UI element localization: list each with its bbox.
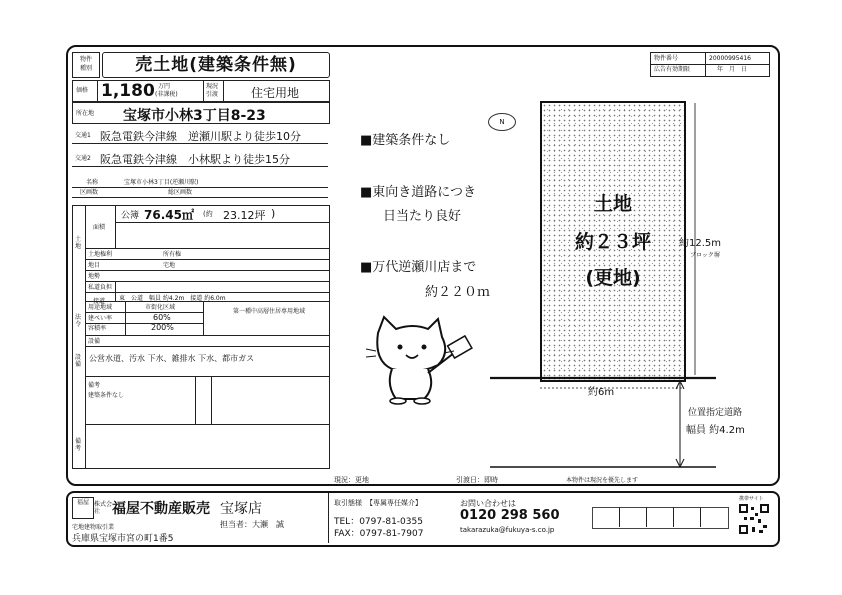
price-unit-top: 万円 <box>158 83 171 90</box>
name-label: 名称 <box>86 179 99 186</box>
name-row <box>72 178 328 188</box>
inquiry-label: お問い合わせは <box>460 499 516 508</box>
frontage-label: 約6m <box>588 387 615 398</box>
stamp-cells <box>592 507 729 529</box>
qr-label: 携帯サイト <box>739 496 764 502</box>
depth-label: 約12.5m <box>679 238 722 249</box>
site-plan-lines <box>480 95 720 475</box>
company-logo-icon: 福屋 <box>72 497 94 519</box>
land-label-3: (更地) <box>585 267 641 289</box>
reg-no: 20000995416 <box>709 55 751 62</box>
company-prefix: 株式会社 <box>94 501 113 515</box>
lots-row <box>72 188 328 198</box>
category-label: 地目 <box>88 262 101 269</box>
land-rights-label: 土地権利 <box>88 251 113 258</box>
land-label-1: 土地 <box>593 193 632 215</box>
reg-no-label: 物件番号 <box>654 55 679 62</box>
road-value: 東 公道 幅員 約4.2m 接道 約6.0m <box>119 295 226 302</box>
notes-label: 備考 <box>88 382 101 389</box>
feature-3: 日当たり良好 <box>383 209 462 224</box>
wall-note: ブロック塀 <box>690 252 720 259</box>
area-label: 面積 <box>93 224 106 231</box>
price-value: 1,180 <box>101 81 155 101</box>
feature-2: ■東向き道路につき <box>360 185 477 200</box>
cat-mascot-icon <box>358 313 478 409</box>
feature-2-text: 東向き道路につき <box>372 185 477 200</box>
feature-1: ■建築条件なし <box>360 133 451 148</box>
terrain-label: 地勢 <box>88 273 101 280</box>
trade-type: 【専属専任媒介】 <box>366 499 422 507</box>
road-label: 接道 <box>93 298 106 305</box>
setback-label: 私道負担 <box>88 284 113 291</box>
zoning-label: 用途地域 <box>88 304 113 311</box>
feature-5: 約２２０ｍ <box>425 285 491 300</box>
category: 宅地 <box>163 262 176 269</box>
type-label-bottom: 種別 <box>79 65 92 72</box>
side-label-notes: 備考 <box>75 438 82 452</box>
license: 宅地建物取引業 <box>72 524 115 531</box>
area-value: 76.45㎡ <box>144 208 194 222</box>
price-label: 価格 <box>76 87 89 94</box>
traffic-2 <box>72 150 328 167</box>
far: 200% <box>151 323 174 332</box>
facilities-label: 設備 <box>88 338 101 345</box>
total-lots-label: 総区画数 <box>168 189 193 196</box>
trade-label: 取引態様 <box>334 499 362 507</box>
delivery: 引渡日：即時 <box>456 476 498 484</box>
area-approx: (約 <box>203 210 213 218</box>
date-label: 広告有効期限 <box>654 66 691 73</box>
location-label: 所在地 <box>76 110 95 117</box>
far-label: 容積率 <box>88 325 107 332</box>
disclaimer: 本物件は現況を優先します <box>566 477 639 484</box>
location-row <box>72 102 330 124</box>
price-note-bottom: 引渡 <box>206 91 219 98</box>
zoning: 市街化区域 <box>145 304 176 311</box>
feature-4: ■万代逆瀬川店まで <box>360 260 477 275</box>
feature-1-text: 建築条件なし <box>372 133 451 148</box>
price-row <box>72 80 330 102</box>
zone-note: 第一種中高層住居専用地域 <box>233 308 306 315</box>
qr-code-icon[interactable] <box>738 503 770 535</box>
land-rights: 所有権 <box>163 251 182 258</box>
branch-name: 宝塚店 <box>220 501 262 517</box>
contact-person: 担当者：大瀬 誠 <box>220 520 284 529</box>
price-unit-bottom: (非課税) <box>155 91 178 98</box>
side-label-law: 法令 <box>75 314 82 328</box>
price-use: 住宅用地 <box>251 86 300 100</box>
email[interactable]: takarazuka@fukuya-s.co.jp <box>460 526 555 534</box>
page-title: 売土地(建築条件無) <box>135 55 297 75</box>
coverage: 60% <box>153 313 171 322</box>
facilities: 公営水道、汚水 下水、雑排水 下水、都市ガス <box>89 354 255 363</box>
details-table <box>72 205 330 469</box>
north-label: N <box>499 118 505 126</box>
property-type-label <box>72 52 100 78</box>
area-prefix: 公簿 <box>121 211 140 221</box>
side-label-facilities: 設備 <box>75 354 82 368</box>
area-close: ) <box>271 207 276 220</box>
company-address: 兵庫県宝塚市宮の町1番5 <box>72 534 174 544</box>
area-tsubo: 23.12坪 <box>223 209 266 222</box>
land-label-2: 約２３坪 <box>574 231 651 253</box>
traffic-2-label: 交通2 <box>75 155 91 162</box>
traffic-1 <box>72 127 328 144</box>
lots-label: 区画数 <box>80 189 99 196</box>
notes: 建築条件なし <box>88 392 125 399</box>
tel: TEL：0797-81-0355 <box>334 517 423 527</box>
name-value: 宝塚市小林3丁目(逆瀬川駅) <box>124 179 199 186</box>
date-value: 年 月 日 <box>717 66 748 73</box>
coverage-label: 建ぺい率 <box>88 315 113 322</box>
traffic-1-label: 交通1 <box>75 132 91 139</box>
title-box <box>102 52 330 78</box>
feature-4-text: 万代逆瀬川店まで <box>372 260 477 275</box>
freedial[interactable]: 0120 298 560 <box>460 508 560 523</box>
traffic-2-value: 阪急電鉄今津線 小林駅より徒歩15分 <box>100 153 290 166</box>
location-value: 宝塚市小林3丁目8-23 <box>123 108 266 124</box>
traffic-1-value: 阪急電鉄今津線 逆瀬川駅より徒歩10分 <box>100 130 301 143</box>
side-label-land: 土地 <box>75 236 82 250</box>
current-status: 現況：更地 <box>334 476 369 484</box>
fax: FAX：0797-81-7907 <box>334 529 424 539</box>
company-name: 福屋不動産販売 <box>112 501 210 517</box>
type-label-top: 物件 <box>79 56 92 63</box>
registration-box <box>650 52 770 77</box>
road-name: 位置指定道路 <box>688 408 743 418</box>
price-note-top: 現況 <box>206 83 219 90</box>
road-width: 幅員 約4.2m <box>686 425 745 436</box>
